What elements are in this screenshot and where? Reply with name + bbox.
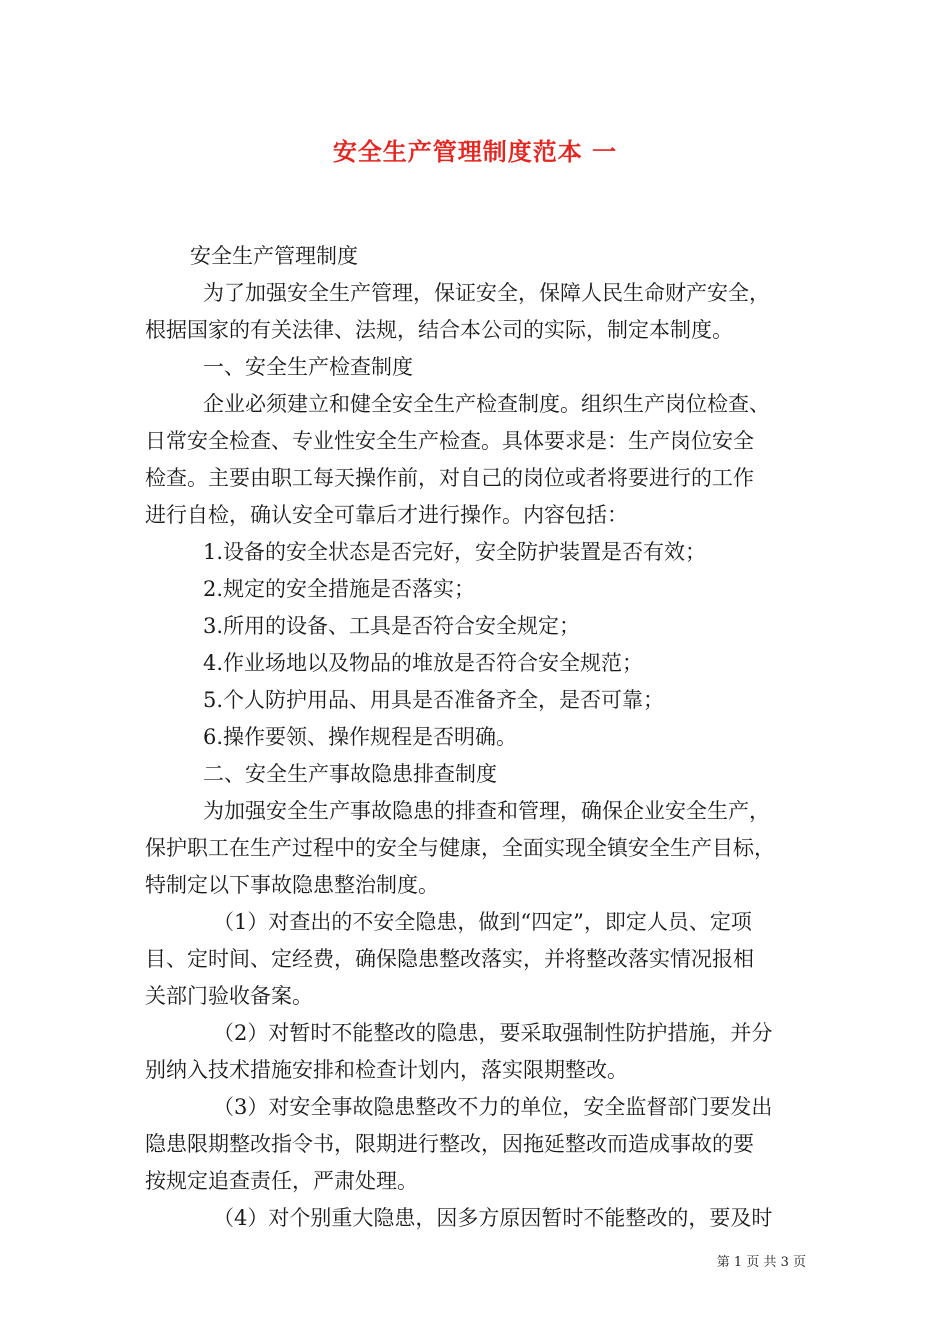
paragraph-line: 保护职工在生产过程中的安全与健康，全面实现全镇安全生产目标， bbox=[145, 836, 775, 860]
numbered-item-line: （3）对安全事故隐患整改不力的单位，安全监督部门要发出 bbox=[213, 1095, 773, 1119]
page-number: 第 1 页 共 3 页 bbox=[716, 1255, 806, 1270]
paragraph-line: 特制定以下事故隐患整治制度。 bbox=[145, 873, 439, 897]
numbered-item-line: （1）对查出的不安全隐患，做到“四定”，即定人员、定项 bbox=[213, 910, 752, 934]
section-heading: 安全生产管理制度 bbox=[190, 244, 358, 268]
paragraph-line: 关部门验收备案。 bbox=[145, 984, 313, 1008]
list-item: 5.个人防护用品、用具是否准备齐全，是否可靠； bbox=[203, 688, 665, 712]
paragraph-line: 企业必须建立和健全安全生产检查制度。组织生产岗位检查、 bbox=[203, 392, 770, 416]
paragraph-line: 按规定追查责任，严肃处理。 bbox=[145, 1169, 418, 1193]
numbered-item-line: （2）对暂时不能整改的隐患，要采取强制性防护措施，并分 bbox=[213, 1021, 773, 1045]
paragraph-line: 日常安全检查、专业性安全生产检查。具体要求是：生产岗位安全 bbox=[145, 429, 754, 453]
list-item: 6.操作要领、操作规程是否明确。 bbox=[203, 725, 518, 749]
list-item: 4.作业场地以及物品的堆放是否符合安全规范； bbox=[203, 651, 644, 675]
paragraph-line: 隐患限期整改指令书，限期进行整改，因拖延整改而造成事故的要 bbox=[145, 1132, 754, 1156]
section-heading: 二、安全生产事故隐患排查制度 bbox=[203, 762, 497, 786]
paragraph-line: 检查。主要由职工每天操作前，对自己的岗位或者将要进行的工作 bbox=[145, 466, 754, 490]
list-item: 2.规定的安全措施是否落实； bbox=[203, 577, 476, 601]
paragraph-line: 为了加强安全生产管理，保证安全，保障人民生命财产安全， bbox=[203, 281, 770, 305]
document-title: 安全生产管理制度范本 一 bbox=[332, 138, 618, 166]
list-item: 3.所用的设备、工具是否符合安全规定； bbox=[203, 614, 581, 638]
paragraph-line: 别纳入技术措施安排和检查计划内，落实限期整改。 bbox=[145, 1058, 628, 1082]
paragraph-line: 根据国家的有关法律、法规，结合本公司的实际，制定本制度。 bbox=[145, 318, 733, 342]
section-heading: 一、安全生产检查制度 bbox=[203, 355, 413, 379]
numbered-item-line: （4）对个别重大隐患，因多方原因暂时不能整改的，要及时 bbox=[213, 1206, 773, 1230]
paragraph-line: 进行自检，确认安全可靠后才进行操作。内容包括： bbox=[145, 503, 628, 527]
paragraph-line: 为加强安全生产事故隐患的排查和管理，确保企业安全生产， bbox=[203, 799, 770, 823]
paragraph-line: 目、定时间、定经费，确保隐患整改落实，并将整改落实情况报相 bbox=[145, 947, 754, 971]
list-item: 1.设备的安全状态是否完好，安全防护装置是否有效； bbox=[203, 540, 707, 564]
document-body bbox=[145, 238, 815, 1237]
